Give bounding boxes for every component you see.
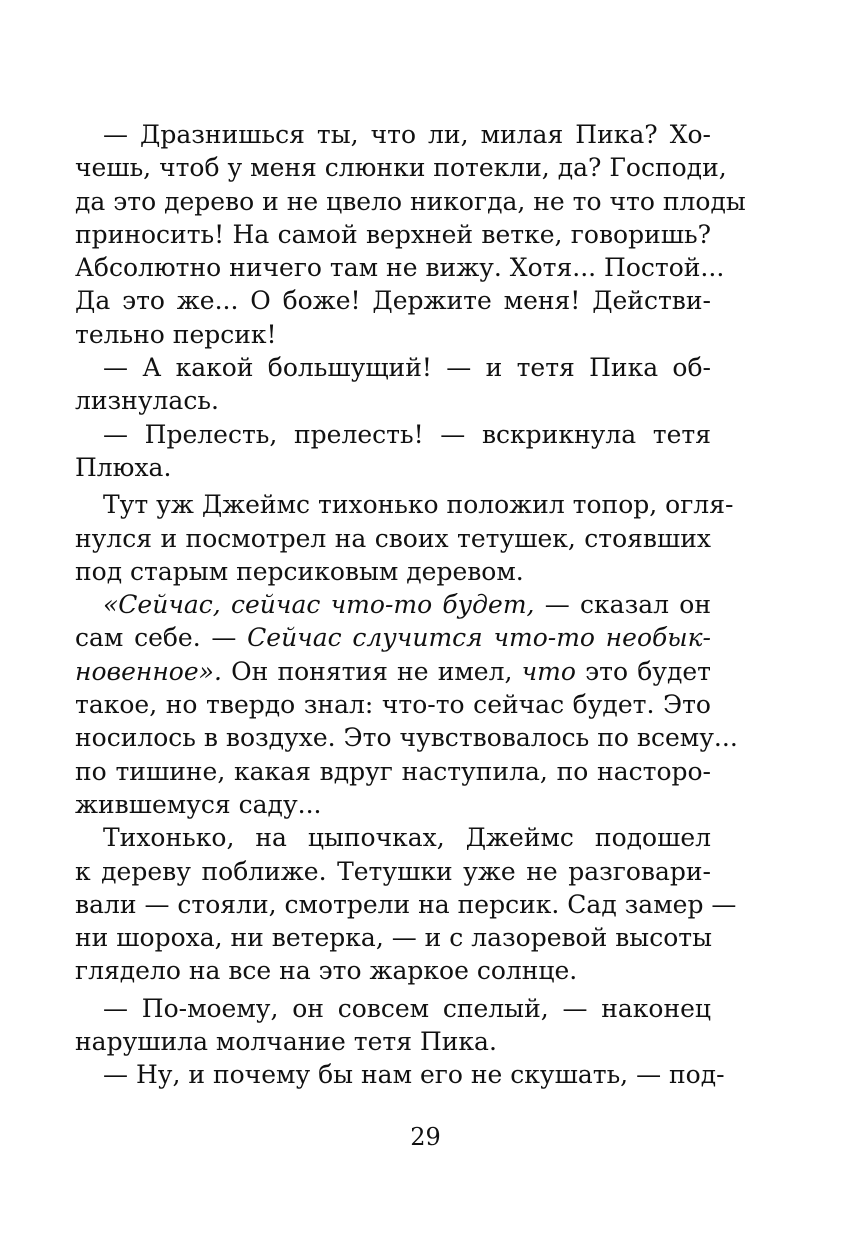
text-run: приносить! На самой верхней ветке, говоришь? [75, 219, 711, 249]
text-line [75, 888, 737, 921]
body-text [75, 118, 746, 1092]
text-line [75, 954, 711, 987]
text-run: чешь, чтоб у меня слюнки потекли, да? Господи, [75, 153, 727, 183]
text-run: — А какой большущий! — и тетя Пика об- [103, 353, 711, 383]
text-run: лизнулась. [75, 386, 219, 416]
text-run: — Прелесть, прелесть! — вскрикнула тетя [103, 419, 711, 449]
text-run: нулся и посмотрел на своих тетушек, стоявших [75, 523, 711, 553]
text-line [75, 688, 711, 721]
italic-text-run: что [521, 656, 576, 686]
text-line [75, 384, 711, 417]
italic-text-run: «Сейчас, сейчас что-то будет, [103, 590, 535, 620]
italic-text-run: новенное». [75, 656, 222, 686]
text-run: Да это же... О боже! Держите меня! Действи- [75, 286, 711, 316]
page-number: 29 [410, 1123, 441, 1151]
text-line [75, 555, 711, 588]
text-line [75, 855, 711, 888]
text-run: тельно персик! [75, 319, 277, 349]
text-line [75, 721, 738, 754]
text-line [75, 218, 711, 251]
text-line [75, 992, 711, 1025]
text-line [75, 788, 711, 821]
text-line [75, 118, 711, 151]
text-run: — Дразнишься ты, что ли, милая Пика? Хо- [103, 120, 711, 149]
text-run: под старым персиковым деревом. [75, 556, 524, 586]
text-run: Плюха. [75, 452, 172, 482]
text-line [75, 318, 711, 351]
text-run: вали — стояли, смотрели на персик. Сад замер — [75, 889, 737, 919]
text-line [75, 251, 725, 284]
text-line [75, 151, 727, 184]
text-run: глядело на все на это жаркое солнце. [75, 956, 578, 986]
text-line [75, 522, 711, 555]
text-line [75, 655, 711, 688]
text-run: нарушила молчание тетя Пика. [75, 1027, 497, 1057]
text-run: по тишине, какая вдруг наступила, по насторо- [75, 756, 711, 786]
text-run: носилось в воздухе. Это чувствовалось по всему... [75, 723, 738, 753]
text-line [75, 451, 711, 484]
text-run: к дереву поближе. Тетушки уже не разговари- [75, 856, 711, 886]
text-run: это будет [575, 656, 711, 686]
text-run: — сказал он [534, 590, 711, 620]
text-run: сам себе. — [75, 623, 248, 653]
text-run: да это дерево и не цвело никогда, не то что плоды [75, 186, 746, 216]
text-run: — Ну, и почему бы нам его не скушать, — под- [103, 1060, 725, 1090]
text-line [75, 351, 711, 384]
text-run: жившемуся саду... [75, 789, 322, 819]
text-run: Тихонько, на цыпочках, Джеймс подошел [103, 823, 711, 853]
text-line [75, 588, 711, 621]
text-line [75, 921, 711, 954]
text-line [75, 1058, 725, 1091]
text-run: Тут уж Джеймс тихонько положил топор, огля- [103, 490, 734, 520]
text-run: — По-моему, он совсем спелый, — наконец [103, 993, 711, 1023]
text-run: Абсолютно ничего там не вижу. Хотя... Постой... [75, 253, 725, 283]
text-line [75, 755, 711, 788]
italic-text-run: Сейчас случится что-то необык- [247, 623, 711, 653]
text-line [75, 284, 711, 317]
text-run: ни шороха, ни ветерка, — и с лазоревой высоты [75, 923, 712, 953]
text-line [75, 488, 734, 521]
text-line [75, 418, 711, 451]
text-run: Он понятия не имел, [221, 656, 522, 686]
text-run: такое, но твердо знал: что-то сейчас будет. Это [75, 690, 711, 720]
text-line [75, 1025, 711, 1058]
text-line [75, 821, 711, 854]
text-line [75, 621, 711, 654]
text-line [75, 185, 746, 218]
